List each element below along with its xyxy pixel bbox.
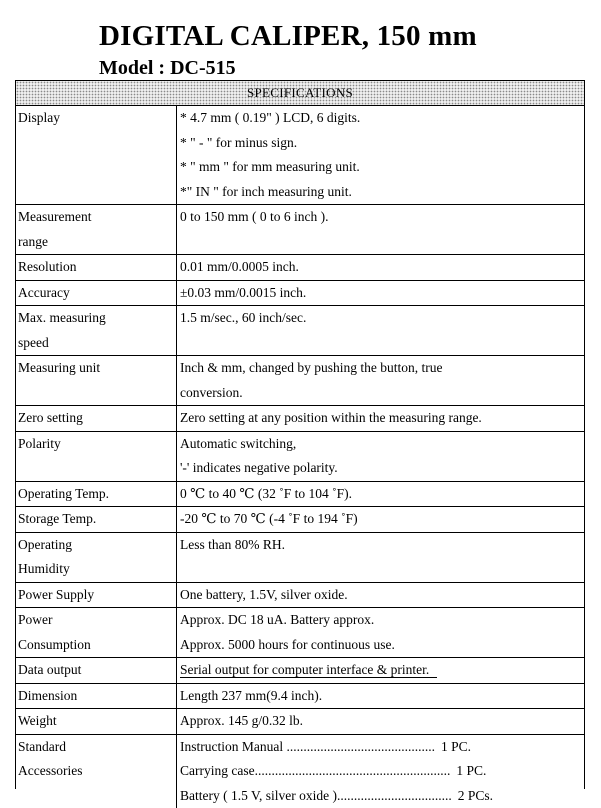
spec-label: [16, 735, 177, 808]
spec-label: [16, 306, 177, 355]
spec-value: [177, 533, 584, 582]
spec-value-line: '-' indicates negative polarity.: [180, 456, 584, 481]
spec-value: [177, 356, 584, 405]
spec-label: [16, 432, 177, 481]
spec-value-line: * " mm " for mm measuring unit.: [180, 155, 584, 180]
spec-value: [177, 255, 584, 280]
spec-row-standard-accessories: [16, 735, 584, 808]
spec-value-line: 0 to 150 mm ( 0 to 6 inch ).: [180, 205, 584, 230]
spec-label-line: Accuracy: [18, 281, 176, 306]
spec-value-line: Approx. DC 18 uA. Battery approx.: [180, 608, 584, 633]
spec-label-line: Resolution: [18, 255, 176, 280]
spec-row-display: [16, 106, 584, 205]
accessory-item: [180, 784, 584, 808]
spec-label: [16, 205, 177, 254]
spec-label: [16, 482, 177, 507]
spec-value-line: One battery, 1.5V, silver oxide.: [180, 583, 584, 608]
spec-value: [177, 306, 584, 355]
spec-label-line: Storage Temp.: [18, 507, 176, 532]
accessory-item: [180, 759, 584, 784]
spec-label-line: Dimension: [18, 684, 176, 709]
spec-value: [177, 735, 584, 808]
spec-label-line: Accessories: [18, 759, 176, 784]
spec-value-line: Length 237 mm(9.4 inch).: [180, 684, 584, 709]
spec-row-zero-setting: [16, 406, 584, 432]
spec-label-line: range: [18, 230, 176, 255]
spec-label: [16, 583, 177, 608]
spec-value-line: Less than 80% RH.: [180, 533, 584, 558]
spec-row-measurement-range: [16, 205, 584, 255]
spec-value: [177, 658, 584, 683]
accessory-qty: 1 PC.: [456, 759, 486, 784]
spec-row-data-output: [16, 658, 584, 684]
spec-value: [177, 406, 584, 431]
spec-label: [16, 255, 177, 280]
spec-value-line: *" IN " for inch measuring unit.: [180, 180, 584, 205]
spec-value-line: 0 ℃ to 40 ℃ (32 ˚F to 104 ˚F).: [180, 482, 584, 507]
spec-value: [177, 507, 584, 532]
spec-value-line: ±0.03 mm/0.0015 inch.: [180, 281, 584, 306]
spec-row-power-supply: [16, 583, 584, 609]
spec-value: [177, 608, 584, 657]
spec-label-line: Consumption: [18, 633, 176, 658]
spec-label-line: Zero setting: [18, 406, 176, 431]
accessory-item: [180, 735, 584, 760]
spec-label: [16, 684, 177, 709]
specifications-header: SPECIFICATIONS: [16, 81, 584, 106]
accessory-name: Instruction Manual ............................................: [180, 739, 435, 754]
spec-label-line: Measuring unit: [18, 356, 176, 381]
spec-value-line: [180, 658, 584, 683]
spec-label-line: Power Supply: [18, 583, 176, 608]
spec-label-line: Measurement: [18, 205, 176, 230]
spec-label-line: Max. measuring: [18, 306, 176, 331]
spec-label-line: Power: [18, 608, 176, 633]
spec-value: [177, 432, 584, 481]
specifications-table: [15, 80, 585, 789]
accessory-qty: 1 PC.: [441, 735, 471, 760]
spec-label: [16, 106, 177, 204]
spec-row-measuring-unit: [16, 356, 584, 406]
spec-label: [16, 281, 177, 306]
spec-value-line: Approx. 145 g/0.32 lb.: [180, 709, 584, 734]
spec-label-line: Polarity: [18, 432, 176, 457]
spec-value: [177, 106, 584, 204]
accessory-name: Carrying case..........................................................: [180, 763, 450, 778]
spec-value-line: -20 ℃ to 70 ℃ (-4 ˚F to 194 ˚F): [180, 507, 584, 532]
spec-value-line: * 4.7 mm ( 0.19" ) LCD, 6 digits.: [180, 106, 584, 131]
spec-value-line: Zero setting at any position within the measuring range.: [180, 406, 584, 431]
spec-label-line: Operating: [18, 533, 176, 558]
spec-rows: [16, 106, 584, 735]
model-number: Model : DC-515: [99, 57, 236, 80]
spec-value: [177, 684, 584, 709]
spec-value-line: 0.01 mm/0.0005 inch.: [180, 255, 584, 280]
spec-label: [16, 658, 177, 683]
spec-label-line: Weight: [18, 709, 176, 734]
document-title: DIGITAL CALIPER, 150 mm: [99, 20, 477, 53]
spec-label-line: Data output: [18, 658, 176, 683]
accessory-name: Battery ( 1.5 V, silver oxide )..................................: [180, 788, 452, 803]
spec-label: [16, 709, 177, 734]
spec-label-line: speed: [18, 331, 176, 356]
spec-row-storage-temp: [16, 507, 584, 533]
spec-value-line: Inch & mm, changed by pushing the button, true: [180, 356, 584, 381]
spec-label: [16, 507, 177, 532]
spec-value-line: 1.5 m/sec., 60 inch/sec.: [180, 306, 584, 331]
spec-row-operating-temp: [16, 482, 584, 508]
spec-label: [16, 406, 177, 431]
spec-row-polarity: [16, 432, 584, 482]
spec-label-line: Operating Temp.: [18, 482, 176, 507]
spec-value-line: Approx. 5000 hours for continuous use.: [180, 633, 584, 658]
spec-value: [177, 205, 584, 254]
spec-label: [16, 608, 177, 657]
spec-value-line: conversion.: [180, 381, 584, 406]
accessory-qty: 2 PCs.: [458, 784, 493, 808]
spec-label: [16, 533, 177, 582]
spec-row-accuracy: [16, 281, 584, 307]
spec-label-line: Display: [18, 106, 176, 131]
spec-value: [177, 482, 584, 507]
spec-row-dimension: [16, 684, 584, 710]
spec-value: [177, 583, 584, 608]
spec-value: [177, 709, 584, 734]
spec-value: [177, 281, 584, 306]
spec-row-power-consumption: [16, 608, 584, 658]
spec-value-line: Automatic switching,: [180, 432, 584, 457]
spec-value-line: * " - " for minus sign.: [180, 131, 584, 156]
spec-value-underlined: Serial output for computer interface & printer.: [180, 663, 437, 678]
spec-label-line: Humidity: [18, 557, 176, 582]
spec-row-weight: [16, 709, 584, 735]
spec-label-line: Standard: [18, 735, 176, 760]
spec-row-operating-humidity: [16, 533, 584, 583]
spec-label: [16, 356, 177, 405]
spec-row-max-measuring-speed: [16, 306, 584, 356]
spec-row-resolution: [16, 255, 584, 281]
